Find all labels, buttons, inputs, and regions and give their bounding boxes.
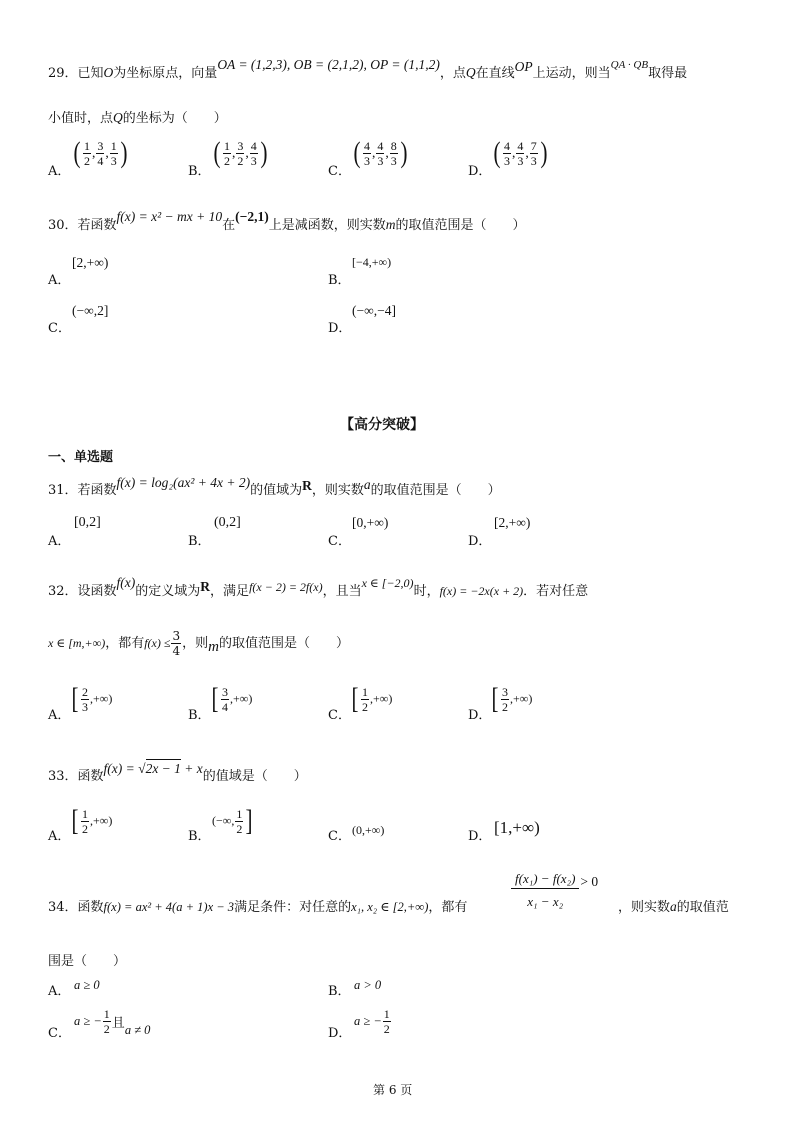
fraction-denominator: 4 (222, 699, 228, 714)
fraction-denominator: 3 (82, 699, 88, 714)
q29-text: 为坐标原点，向量 (113, 66, 218, 81)
fraction-numerator: 1 (84, 138, 90, 153)
comma: , (385, 145, 389, 160)
q29-var-o: O (103, 65, 114, 80)
q32-domain: x ∈ [m,+∞) (48, 636, 106, 650)
q29-option-d-label[interactable]: D． (468, 164, 492, 179)
q31-stem (48, 475, 501, 498)
q32-text: 的定义域为 (135, 584, 201, 599)
paren-icon: ( (493, 136, 501, 169)
q34-option-b-label[interactable]: B． (328, 984, 351, 999)
q31-option-d-expr[interactable]: [2,+∞) (494, 515, 531, 530)
q31-option-d-label[interactable]: D． (468, 534, 492, 549)
q30-option-d-label[interactable]: D． (328, 321, 352, 336)
q31-text: 的值域为 (250, 483, 303, 498)
q32-line1 (48, 575, 589, 599)
comma: , (105, 145, 109, 160)
fraction-denominator: 2 (383, 1022, 390, 1036)
fraction-numerator: 3 (502, 684, 508, 699)
fraction-numerator: 3 (222, 684, 228, 699)
q34-option-d-pre: a ≥ − (354, 1014, 382, 1028)
q32-inequality-fraction (171, 630, 181, 657)
fraction-numerator: 7 (530, 138, 537, 153)
q30-text: 30．若函数 (48, 218, 117, 233)
q33-option-a-label[interactable]: A． (48, 829, 71, 844)
fraction-numerator: 1 (383, 1007, 390, 1021)
q29-text: 的坐标为（ ） (122, 111, 227, 126)
fraction-denominator: 3 (377, 153, 384, 168)
q29-var-op: OP (514, 59, 533, 74)
fraction-denominator: 2 (82, 821, 88, 836)
q30-text: 上是减函数，则实数 (268, 218, 386, 233)
q33-option-b-label[interactable]: B． (188, 829, 211, 844)
interval-tail: ,+∞) (510, 691, 533, 706)
fraction-denominator: 2 (502, 699, 508, 714)
q29-var-q: Q (465, 65, 476, 80)
q30-function: f(x) = x² − mx + 10 (116, 209, 223, 224)
q30-stem (48, 209, 526, 233)
q29-text: ，点 (439, 66, 466, 81)
q34-option-d-label[interactable]: D． (328, 1026, 352, 1041)
q32-definition: f(x) = −2x(x + 2) (439, 584, 524, 598)
q31-var-a: a (363, 477, 371, 492)
q34-option-c-post: a ≠ 0 (124, 1023, 151, 1038)
fraction-denominator: x₁ − x₂ (527, 894, 564, 909)
q33-text: 的值域是（ ） (202, 769, 307, 784)
q31-text: ，则实数 (311, 483, 364, 498)
paren-icon: ) (260, 136, 268, 169)
q32-text: 时， (413, 584, 440, 599)
q31-option-b-label[interactable]: B． (188, 534, 211, 549)
q32-condition: x ∈ [−2,0) (361, 576, 414, 590)
q29-text: 上运动，则当 (532, 66, 611, 81)
paren-icon: ) (400, 136, 408, 169)
fraction-numerator: 3 (237, 138, 244, 153)
q32-reals: R (200, 579, 211, 594)
fraction-numerator: 8 (390, 138, 397, 153)
q34-line1 (48, 896, 467, 915)
fraction-denominator: 3 (517, 153, 524, 168)
q29-text: 小值时，点 (48, 111, 114, 126)
q29-line1 (48, 57, 688, 81)
q32-text: ，则 (182, 636, 209, 651)
q32-option-b-expr[interactable] (210, 684, 252, 714)
fraction-numerator: 1 (236, 806, 243, 821)
fraction-numerator: 1 (362, 684, 368, 699)
fraction-denominator: 3 (364, 153, 370, 168)
q29-var-q: Q (113, 110, 123, 125)
fraction-denominator: 2 (224, 153, 230, 168)
paren-icon: ) (540, 136, 548, 169)
page-number: 第 6 页 (373, 1083, 413, 1097)
q31-option-c-label[interactable]: C． (328, 534, 351, 549)
q34-line2: 围是（ ） (48, 954, 127, 969)
q29-option-d-expr[interactable] (492, 138, 549, 168)
q32-line2 (48, 630, 349, 657)
q32-option-b-label[interactable]: B． (188, 708, 211, 723)
q33-stem (48, 761, 307, 784)
q32-option-c-label[interactable]: C． (328, 708, 351, 723)
q32-option-d-label[interactable]: D． (468, 708, 492, 723)
q30-text: 的取值范围是（ ） (395, 218, 526, 233)
q33-text: 33．函数 (48, 769, 104, 784)
q32-text: ，且当 (322, 584, 362, 599)
fraction-denominator: 4 (97, 153, 104, 168)
q34-function: f(x) = ax² + 4(a + 1)x − 3 (103, 900, 235, 914)
q32-equation: f(x − 2) = 2f(x) (249, 580, 323, 594)
q30-interval: (−2,1) (235, 209, 269, 224)
q32-option-c-expr[interactable] (350, 684, 392, 714)
q31-function: f(x) = log₂(ax² + 4x + 2) (116, 475, 251, 490)
q34-option-c-expr[interactable] (74, 1007, 151, 1038)
comma: , (245, 145, 249, 160)
fraction-denominator: 2 (103, 1022, 110, 1036)
q32-text: 的取值范围是（ ） (218, 636, 349, 651)
fraction-denominator: 2 (236, 821, 243, 836)
interval-tail: ,+∞) (230, 691, 253, 706)
q29-dot-product: QA · QB (610, 59, 649, 71)
fraction-denominator: 3 (504, 153, 510, 168)
interval-tail: ,+∞) (370, 691, 393, 706)
q32-option-a-expr[interactable] (70, 684, 112, 714)
q29-text: 在直线 (475, 66, 515, 81)
section-subtitle: 一、单选题 (48, 450, 114, 465)
fraction-numerator: 4 (504, 138, 510, 153)
q31-option-a-expr[interactable]: [0,2] (74, 515, 101, 530)
q32-fx: f(x) (116, 575, 136, 590)
q32-option-d-expr[interactable] (490, 684, 532, 714)
paren-icon: ) (120, 136, 128, 169)
q33-option-b-head: (−∞, (212, 813, 235, 828)
q33-option-b-expr[interactable] (212, 806, 254, 836)
comma: , (512, 145, 516, 160)
fraction-numerator: 1 (82, 806, 88, 821)
q34-difference-quotient (511, 872, 579, 908)
q34-option-b-expr[interactable]: a > 0 (354, 978, 382, 992)
q34-option-c-and: 且 (111, 1016, 125, 1031)
q34-var-a: a (670, 899, 677, 914)
q32-text: ，满足 (210, 584, 250, 599)
fraction-denominator: 4 (172, 644, 181, 658)
q32-text: ．若对任意 (523, 584, 589, 599)
q33-option-c-label[interactable]: C． (328, 829, 351, 844)
fraction-numerator: 1 (103, 1007, 110, 1021)
q29-text: 取得最 (648, 66, 688, 81)
q34-option-d-expr[interactable] (354, 1008, 392, 1035)
comma: , (372, 145, 376, 160)
q33-function (104, 761, 203, 776)
q29-option-a-label[interactable]: A． (48, 164, 71, 179)
q30-option-b-expr[interactable]: [−4,+∞) (352, 255, 392, 269)
q33-option-a-tail: ,+∞) (90, 813, 113, 828)
fraction-denominator: 3 (250, 153, 257, 168)
q34-text: 34．函数 (48, 900, 104, 915)
q30-option-c-expr[interactable]: (−∞,2] (72, 303, 109, 318)
q34-line1-tail (618, 896, 729, 915)
q30-option-c-label[interactable]: C． (48, 321, 71, 336)
paren-icon: ( (73, 136, 81, 169)
q34-option-c-pre: a ≥ − (74, 1014, 102, 1028)
q31-reals: R (302, 478, 312, 493)
q31-option-a-label[interactable]: A． (48, 534, 71, 549)
q34-option-a-expr[interactable]: a ≥ 0 (74, 978, 100, 992)
q34-text: ，则实数 (618, 900, 671, 915)
q33-option-d-expr[interactable]: [1,+∞) (494, 818, 540, 837)
q32-inequality: f(x) ≤ (144, 636, 171, 650)
bracket-icon: [ (211, 682, 219, 715)
q31-text: 的取值范围是（ ） (370, 483, 501, 498)
comma: , (232, 145, 236, 160)
bracket-icon: [ (71, 682, 79, 715)
fraction-numerator: 4 (250, 138, 257, 153)
q31-text: 31．若函数 (48, 483, 117, 498)
q29-line2 (48, 107, 227, 126)
q33-func-right: + x (184, 761, 203, 776)
fraction-numerator: 4 (377, 138, 384, 153)
q29-vectors: OA = (1,2,3), OB = (2,1,2), OP = (1,1,2) (217, 57, 440, 72)
q33-option-a-expr[interactable] (70, 806, 112, 836)
fraction-numerator: 4 (364, 138, 370, 153)
q33-option-c-expr[interactable]: (0,+∞) (352, 823, 385, 837)
q29-option-c-expr[interactable] (352, 138, 409, 168)
q34-variables: x₁, x₂ ∈ [2,+∞) (351, 900, 429, 914)
paren-icon: ( (353, 136, 361, 169)
q29-text: 29．已知 (48, 66, 104, 81)
q34-text: 的取值范 (676, 900, 729, 915)
fraction-numerator: 1 (224, 138, 230, 153)
q34-text: ，都有 (428, 900, 468, 915)
q34-option-c-label[interactable]: C． (48, 1026, 71, 1041)
fraction-numerator: 4 (517, 138, 524, 153)
q33-radicand: 2x − 1 (145, 761, 181, 776)
interval-tail: ,+∞) (90, 691, 113, 706)
fraction-numerator: f(x₁) − f(x₂) (511, 872, 579, 889)
fraction-denominator: 2 (237, 153, 244, 168)
fraction-numerator: 1 (110, 138, 117, 153)
fraction-denominator: 3 (110, 153, 117, 168)
q32-text: ，都有 (105, 636, 145, 651)
q30-option-d-expr[interactable]: (−∞,−4] (352, 303, 396, 318)
q32-option-a-label[interactable]: A． (48, 708, 71, 723)
fraction-numerator: 2 (82, 684, 88, 699)
q30-option-b-label[interactable]: B． (328, 273, 351, 288)
q31-option-b-expr[interactable]: (0,2] (214, 515, 241, 530)
q32-text: 32．设函数 (48, 584, 117, 599)
fraction-numerator: 3 (172, 629, 181, 643)
q32-var-m: m (208, 639, 219, 655)
q34-option-a-label[interactable]: A． (48, 984, 71, 999)
bracket-icon: [ (71, 804, 79, 837)
fraction-numerator: 3 (97, 138, 104, 153)
q33-option-d-label[interactable]: D． (468, 829, 492, 844)
q30-option-a-expr[interactable]: [2,+∞) (72, 255, 109, 270)
fraction-denominator: 3 (530, 153, 537, 168)
fraction-denominator: 2 (362, 699, 368, 714)
comma: , (525, 145, 529, 160)
section-title: 【高分突破】 (340, 417, 424, 433)
sqrt-icon: √ (138, 761, 146, 776)
q29-option-a-expr[interactable] (72, 138, 129, 168)
q29-option-b-label[interactable]: B． (188, 164, 211, 179)
bracket-icon: [ (351, 682, 359, 715)
q34-text: 满足条件：对任意的 (234, 900, 352, 915)
q30-text: 在 (222, 218, 236, 233)
bracket-icon: ] (245, 804, 253, 837)
q33-func-left: f(x) = (103, 761, 135, 776)
q30-var-m: m (385, 217, 396, 232)
q34-fraction (510, 872, 598, 908)
q31-option-c-expr[interactable]: [0,+∞) (352, 515, 389, 530)
q29-option-b-expr[interactable] (212, 138, 269, 168)
bracket-icon: [ (491, 682, 499, 715)
q30-option-a-label[interactable]: A． (48, 273, 71, 288)
q34-gt-zero: > 0 (580, 874, 599, 889)
fraction-denominator: 2 (84, 153, 90, 168)
q29-option-c-label[interactable]: C． (328, 164, 351, 179)
comma: , (92, 145, 96, 160)
paren-icon: ( (213, 136, 221, 169)
fraction-denominator: 3 (390, 153, 397, 168)
